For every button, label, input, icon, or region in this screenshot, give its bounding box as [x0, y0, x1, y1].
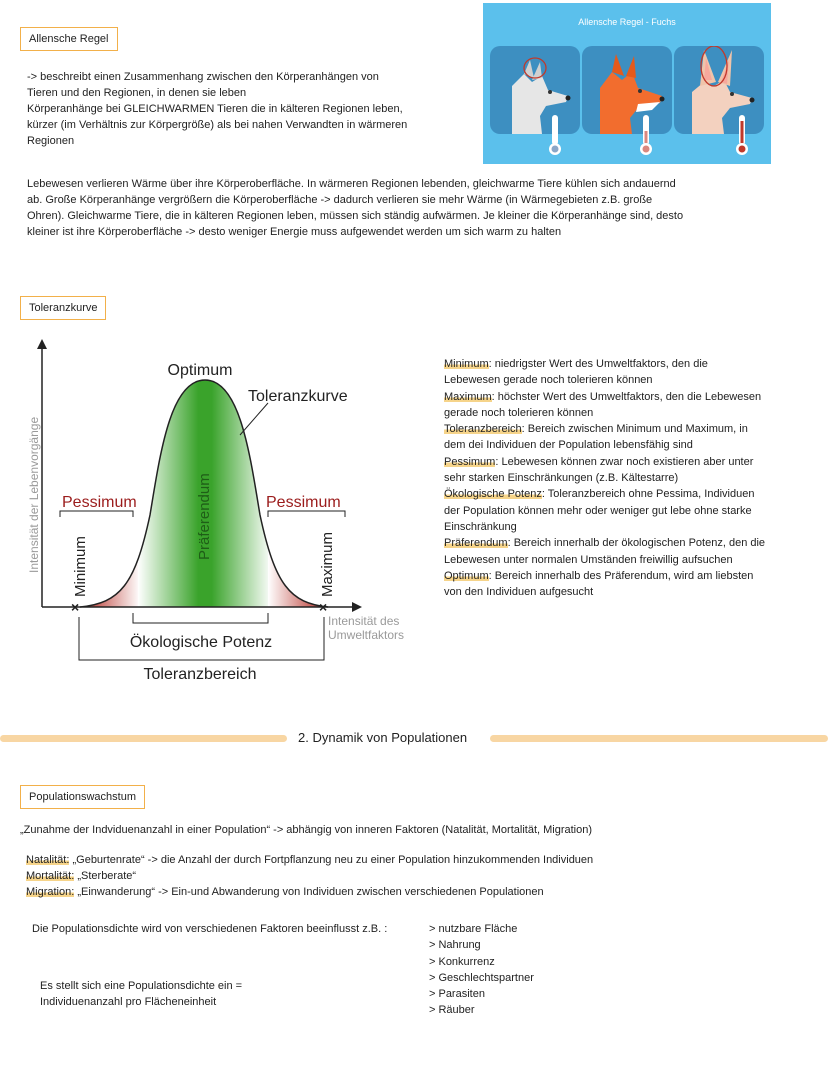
growth-label: Populationswachstum	[20, 785, 145, 809]
def-text: sehr starken Einschränkungen (z.B. Kältestarre)	[444, 472, 679, 485]
fox-image-title: Allensche Regel - Fuchs	[578, 17, 676, 27]
allen-body-line: ab. Große Körperanhänge vergrößern die Körperoberfläche -> dadurch verlieren sie mehr Wärme (in Wärmegebieten z.B. große	[27, 194, 653, 206]
density-def-line: Es stellt sich eine Populationsdichte ein =	[40, 980, 243, 992]
def-line	[444, 454, 814, 470]
def-line	[444, 470, 814, 486]
def-text: : niedrigster Wert des Umweltfaktors, den die	[488, 358, 708, 370]
def-text: dem dei Individuen der Population lebensfähig sind	[444, 439, 693, 452]
def-line	[444, 519, 814, 535]
density-intro: Die Populationsdichte wird von verschiedenen Faktoren beeinflusst z.B. :	[32, 923, 388, 935]
section-title: 2. Dynamik von Populationen	[298, 730, 468, 745]
x-axis-arrow	[352, 602, 362, 612]
def-text: Lebewesen gerade noch tolerieren können	[444, 374, 653, 387]
def-term: Minimum	[444, 358, 489, 370]
def-line	[444, 405, 814, 421]
def-line	[444, 389, 814, 405]
def-text: : Bereich zwischen Minimum und Maximum, in	[521, 423, 748, 436]
x-axis-label-1: Intensität des	[328, 614, 400, 628]
allen-intro-line: Regionen	[27, 135, 75, 147]
density-def-line: Individuenanzahl pro Flächeneinheit	[40, 996, 217, 1008]
def-text: Einschränkung	[444, 520, 517, 533]
red-fox-tile	[582, 46, 672, 134]
def-line	[444, 356, 814, 372]
potenz-label: Ökologische Potenz	[129, 634, 273, 651]
def-text: gerade noch tolerieren können	[444, 406, 594, 419]
def-line	[444, 372, 814, 388]
def-line	[444, 503, 814, 519]
factor-line	[26, 884, 826, 900]
y-axis-label: Intensität der Lebenvorgänge	[27, 416, 41, 573]
growth-intro: „Zunahme der Indviduenanzahl in einer Population“ -> abhängig von inneren Faktoren (Natalität, Mortalität, Migration)	[20, 824, 593, 836]
maximum-label: Maximum	[319, 531, 336, 597]
arctic-fox-tile	[490, 46, 580, 134]
fennec-fox-icon	[674, 46, 764, 134]
section-divider-left	[0, 735, 287, 742]
list-item: > Parasiten	[429, 988, 485, 1001]
def-line	[444, 486, 814, 502]
density-factor-list	[429, 921, 534, 1019]
factor-line	[26, 852, 826, 868]
def-text: : Bereich innerhalb des Präferendum, wird am liebsten	[488, 569, 754, 582]
list-item: > Nahrung	[429, 939, 481, 952]
fennec-fox-tile	[674, 46, 764, 134]
list-item: > Räuber	[429, 1004, 475, 1017]
arctic-fox-icon	[490, 46, 580, 134]
allen-body-line: kleiner ist ihre Körperoberfläche -> desto weniger Energie muss aufgewendet werden um sich warm zu halten	[27, 226, 562, 238]
def-text: : Bereich innerhalb der ökologischen Potenz, den die	[507, 537, 766, 550]
list-item: > Geschlechtspartner	[429, 971, 534, 984]
pessimum-right-bracket	[268, 511, 345, 517]
def-text: : Toleranzbereich ohne Pessima, Individuen	[541, 488, 755, 501]
list-item: > Konkurrenz	[429, 955, 495, 968]
curve-pointer-line	[240, 403, 268, 435]
pessimum-left-bracket	[60, 511, 133, 517]
factor-text: „Sterberate“	[74, 870, 137, 882]
def-term: Maximum	[444, 390, 492, 403]
allen-body-line: Ohren). Gleichwarme Tiere, die in kälteren Regionen leben, müssen sich ständig aufwärmen. Je kleiner die Körperanhänge sind, desto	[27, 210, 684, 222]
def-term: Toleranzbereich	[444, 423, 522, 436]
def-text: Lebewesen unter normalen Umständen freiwillig aufsuchen	[444, 553, 733, 566]
thermometer-mid-icon	[638, 115, 654, 162]
allen-intro-line: Tieren und den Regionen, in denen sie leben	[27, 87, 247, 99]
optimum-label: Optimum	[167, 362, 233, 379]
pessimum-left-label: Pessimum	[62, 494, 137, 511]
growth-factors	[26, 852, 826, 900]
allen-intro-line: -> beschreibt einen Zusammenhang zwischen den Körperanhängen von	[27, 71, 379, 83]
def-line	[444, 421, 814, 437]
allen-intro	[27, 69, 457, 149]
pessimum-left-fill	[80, 365, 140, 615]
minimum-label: Minimum	[72, 536, 89, 597]
red-fox-icon	[582, 46, 672, 134]
def-text: : Lebewesen können zwar noch existieren aber unter	[495, 455, 754, 468]
allen-body-line: Lebewesen verlieren Wärme über ihre Körperoberfläche. In wärmeren Regionen lebenden, gleichwarme Tiere kühlen sich andauernd	[27, 178, 676, 190]
tolerance-curve-diagram	[0, 335, 430, 690]
list-item: > nutzbare Fläche	[429, 923, 518, 935]
density-definition	[40, 978, 242, 1010]
allen-intro-line: kürzer (im Verhältnis zur Körpergröße) als bei nahen Verwandten in wärmeren	[27, 119, 408, 131]
section-divider-right	[490, 735, 828, 742]
allen-fox-illustration	[483, 3, 771, 164]
factor-text: „Einwanderung“ -> Ein-und Abwanderung von Individuen zwischen verschiedenen Populationen	[74, 886, 544, 898]
def-term: Ökologische Potenz	[444, 488, 542, 501]
toleranzbereich-label: Toleranzbereich	[143, 666, 257, 683]
thermometer-warm-icon	[734, 115, 750, 162]
maximum-mark: ×	[319, 599, 328, 615]
def-text: von den Individuen aufgesucht	[444, 586, 594, 599]
factor-term: Natalität:	[26, 854, 70, 866]
def-term: Optimum	[444, 569, 489, 582]
def-line	[444, 584, 814, 600]
factor-text: „Geburtenrate“ -> die Anzahl der durch Fortpflanzung neu zu einer Population hinzukommenden Individuen	[69, 854, 594, 866]
tolerance-definitions	[444, 356, 814, 600]
minimum-mark: ×	[71, 599, 80, 615]
def-text: : höchster Wert des Umweltfaktors, den die Lebewesen	[491, 390, 762, 403]
tolerance-label: Toleranzkurve	[20, 296, 106, 320]
factor-line	[26, 868, 826, 884]
def-line	[444, 535, 814, 551]
def-text: der Population können mehr oder weniger gut lebe ohne starke	[444, 504, 752, 517]
def-term: Präferendum	[444, 537, 508, 550]
def-line	[444, 568, 814, 584]
potenz-bracket	[133, 613, 268, 623]
factor-term: Mortalität:	[26, 870, 75, 882]
allen-intro-line: Körperanhänge bei GLEICHWARMEN Tieren die in kälteren Regionen leben,	[27, 103, 403, 115]
pessimum-right-label: Pessimum	[266, 494, 341, 511]
factor-term: Migration:	[26, 886, 75, 898]
x-axis-label-2: Umweltfaktors	[328, 628, 405, 642]
thermometer-cold-icon	[547, 115, 563, 162]
def-term: Pessimum	[444, 455, 496, 468]
def-line	[444, 437, 814, 453]
y-axis-arrow	[37, 339, 47, 349]
allen-body	[27, 176, 817, 240]
allen-label: Allensche Regel	[20, 27, 118, 51]
curve-label: Toleranzkurve	[248, 388, 348, 405]
def-line	[444, 552, 814, 568]
praeferendum-label: Präferendum	[196, 473, 213, 560]
